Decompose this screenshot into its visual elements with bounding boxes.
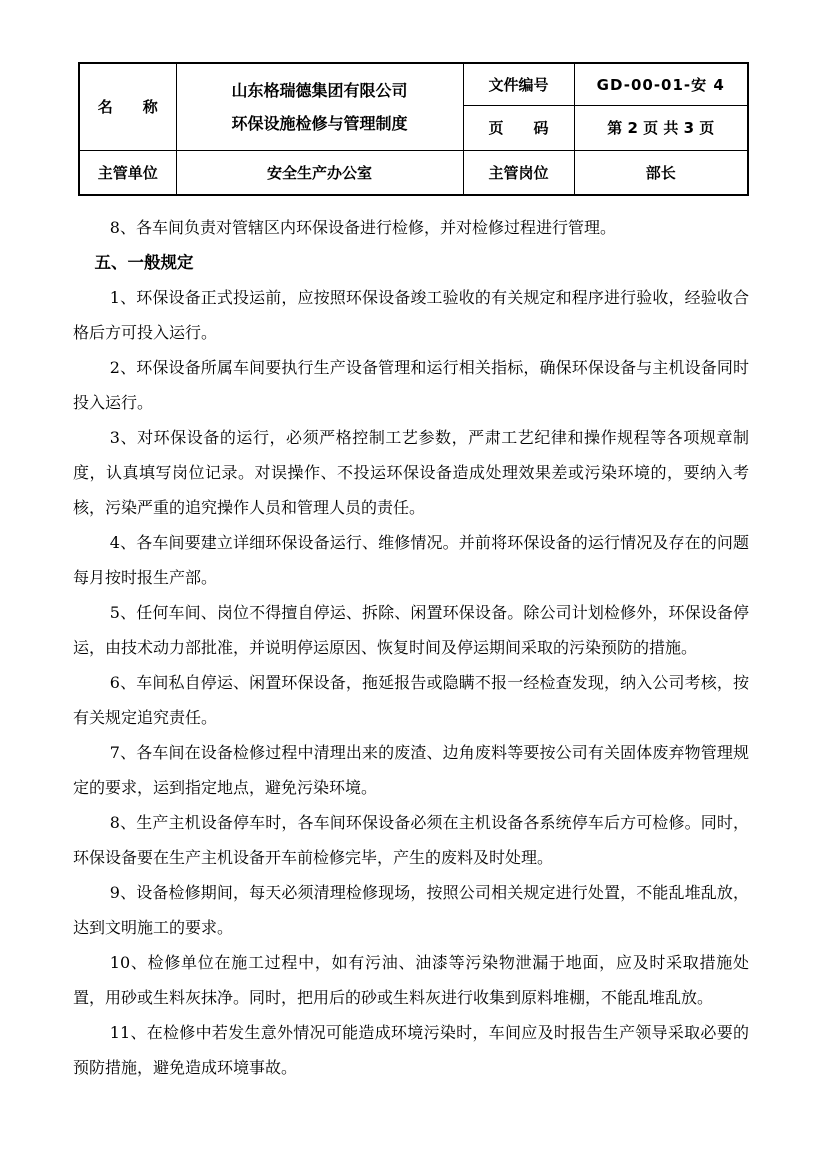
body-paragraph-rule-2: 2、环保设备所属车间要执行生产设备管理和运行相关指标，确保环保设备与主机设备同时投入运行。 [73,358,749,412]
charge-unit-value: 安全生产办公室 [176,150,463,195]
doc-number-value: GD-00-01-安 4 [574,63,748,105]
document-title-cell [176,63,463,150]
body-paragraph-intro: 8、各车间负责对管辖区内环保设备进行检修，并对检修过程进行管理。 [109,218,616,237]
body-paragraph-rule-10: 10、检修单位在施工过程中，如有污油、油漆等污染物泄漏于地面，应及时采取措施处置，用砂或生料灰抹净。同时，把用后的砂或生料灰进行收集到原料堆棚，不能乱堆乱放。 [73,953,749,1007]
document-content [73,62,749,1085]
charge-post-value: 部长 [574,150,748,195]
body-paragraph-rule-4: 4、各车间要建立详细环保设备运行、维修情况。并前将环保设备的运行情况及存在的问题每月按时报生产部。 [73,533,749,587]
body-paragraph-rule-11: 11、在检修中若发生意外情况可能造成环境污染时，车间应及时报告生产领导采取必要的预防措施，避免造成环境事故。 [73,1023,749,1077]
page-number-value: 第 2 页 共 3 页 [574,105,748,150]
section-heading: 五、一般规定 [94,253,194,272]
name-label: 名 称 [79,63,176,150]
body-paragraph-rule-7: 7、各车间在设备检修过程中清理出来的废渣、边角废料等要按公司有关固体废弃物管理规定的要求，运到指定地点，避免污染环境。 [73,743,749,797]
charge-post-label: 主管岗位 [463,150,574,195]
header-table [78,62,749,196]
document-title: 环保设施检修与管理制度 [231,113,408,133]
body-paragraph-rule-9: 9、设备检修期间，每天必须清理检修现场，按照公司相关规定进行处置，不能乱堆乱放，达到文明施工的要求。 [73,883,749,937]
charge-unit-label: 主管单位 [79,150,176,195]
company-name: 山东格瑞德集团有限公司 [231,80,408,100]
body-paragraph-rule-3: 3、对环保设备的运行，必须严格控制工艺参数，严肃工艺纪律和操作规程等各项规章制度，认真填写岗位记录。对误操作、不投运环保设备造成处理效果差或污染环境的，要纳入考核，污染严重的追究操作人员和管理人员的责任。 [73,428,749,517]
document-body [73,210,749,1085]
page-number-label: 页 码 [463,105,574,150]
body-paragraph-rule-8: 8、生产主机设备停车时，各车间环保设备必须在主机设备各系统停车后方可检修。同时，环保设备要在生产主机设备开车前检修完毕，产生的废料及时处理。 [73,813,749,867]
body-paragraph-rule-1: 1、环保设备正式投运前，应按照环保设备竣工验收的有关规定和程序进行验收，经验收合格后方可投入运行。 [73,288,749,342]
doc-number-label: 文件编号 [463,63,574,105]
body-paragraph-rule-5: 5、任何车间、岗位不得擅自停运、拆除、闲置环保设备。除公司计划检修外，环保设备停运，由技术动力部批准，并说明停运原因、恢复时间及停运期间采取的污染预防的措施。 [73,603,749,657]
body-paragraph-rule-6: 6、车间私自停运、闲置环保设备，拖延报告或隐瞒不报一经检查发现，纳入公司考核，按有关规定追究责任。 [73,673,749,727]
